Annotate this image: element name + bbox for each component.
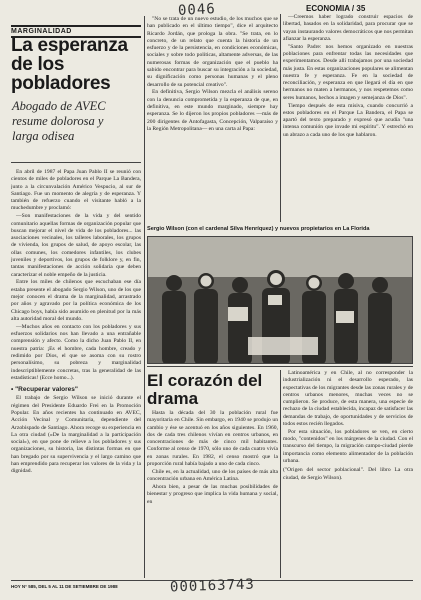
paragraph: El trabajo de Sergio Wilson se inició durante el régimen del Presidente Eduardo Frei en la Promoción Popular. En años recientes ha continuado en AVEC, Acción Vecinal y Comunitaria, dependiente del Arzobispado de Santiago. Ahora recoge su experiencia en La otra ciudad («De la marginalidad a la participación social»), en que pone de relieve a los pobladores y sus organizaciones, su historia, las distintas formas en que han bregado por su supervivencia y el largo camino que han emprendido para recuperar los valores de la vida y la dignidad. [11, 395, 141, 475]
subtitle-rule [11, 162, 141, 163]
paragraph: En abril de 1987 el Papa Juan Pablo II se reunió con cientos de miles de pobladores en el Parque La Bandera, junto a la circunvalación Américo Vespucio, al sur de Santiago. Fue un momento de alegría y de esperanza. Y también de refuerzo cuando el visitante habló a la muchedumbre y proclamó: [11, 169, 141, 212]
column-divider [144, 16, 145, 578]
paragraph: —Creemos haber logrado construir espacios de libertad, basados en la solidaridad, para procurar que se vayan instaurando valores democráticos que nos permitan afianzar la esperanza. [283, 14, 413, 42]
secondary-title: El corazón del drama [147, 371, 263, 408]
paragraph: Entre los miles de chilenos que escuchaban ese día estaba presente el abogado Sergio Wilson, uno de los que mejor conocen el drama de la marginalidad, arrastrado por años y agravado por la política económica de los Chicago boys, había sido asumido en plenitud por la más alta autoridad moral del mundo. [11, 279, 141, 322]
news-photo [147, 236, 413, 364]
photo-bottom-rule [147, 366, 413, 367]
paragraph: En definitiva, Sergio Wilson mezcla el análisis sereno con la denuncia comprometida y la esperanza de que, en definitiva, en este mundo marginado, siempre hay esperanza. Se lo dijeron los propios pobladores —más de 200 dirigentes de Antofagasta, Concepción, Valparaíso y la Región Metropolitana— en una carta al Papa: [147, 89, 278, 132]
section-kicker: MARGINALIDAD [11, 25, 141, 38]
issue-footer: HOY N° 585, DEL 5 AL 11 DE SETIEMBRE DE 1988 [11, 584, 118, 589]
subheading: • "Recuperar valores" [11, 386, 78, 394]
body-column-1 [11, 169, 141, 572]
article-subtitle: Abogado de AVEC resume dolorosa y larga odisea [12, 99, 106, 143]
paragraph: Chile es, en la actualidad, uno de los países de más alta concentración urbana en América Latina. [147, 468, 278, 483]
paragraph: Tiempo después de esta misiva, cuando concurrió a estos pobladores en el Parque La Bandera, el Papa se apartó del texto preparado y expresó que acudía "una intensa comunión que invade mi espíritu". Y estrechó en un abrazo a cada uno de los que hablaron. [283, 102, 413, 138]
body-column-5 [283, 370, 413, 576]
paragraph: —Son manifestaciones de la vida y del sentido comunitario aquellas formas de organización popular que buscan mejorar el nivel de vida de los pobladores... las asociaciones vecinales, los talleres laborales, los grupos de vivienda, los grupos de salud, de apoyo escolar, las ollas comunes, los comedores infantiles, los clubes juveniles y deportivos, los grupos de folklore y, en fin, tantas manifestaciones de acción solidaria que deben caracterizar el noble empeño de la justicia. [11, 213, 141, 278]
paragraph: "No se trata de un nuevo estudio, de los muchos que se han publicado en el último tiempo", dice el arquitecto Ricardo Jordán, que prologa la obra. "Se trata, en lo concreto, de un relato que cuenta la historia de un esfuerzo y de la persistencia, en condiciones económicas, sociales y sobre todo políticas, altamente adversas, de las numerosas formas de organización que el pueblo ha sabido encontrar para buscar su integración a la sociedad, su dignificación como personas humanas y el pleno desarrollo de su potencial creativo". [147, 16, 278, 88]
photo-caption: Sergio Wilson (con el cardenal Silva Henríquez) y nuevos propietarios en La Florida [147, 226, 370, 232]
source-reference: ("Origen del sector poblacional". Del libro La otra ciudad, de Sergio Wilson). [283, 467, 413, 481]
column-divider [280, 370, 281, 578]
column-divider [280, 14, 281, 222]
paragraph: Latinoamérica y en Chile, al no corresponder la industrialización ni el desarrollo esperado, las expectativas de los migrantes desde las zonas rurales y de centros urbanos menores, muchas veces no se cumplieron. Se produce, de esta manera, una especie de rechazo de la ciudad establecida, incapaz de satisfacer las demandas de trabajo, de oportunidades y de servicios de todos estos recién llegados. [283, 370, 413, 428]
body-column-4 [147, 410, 278, 578]
article-title: La esperanza de los pobladores [11, 35, 128, 94]
paragraph: Ahora bien, a pesar de las muchas posibilidades de bienestar y progreso que implica la vida humana y social, en [147, 483, 278, 505]
paragraph: —Muchos años en contacto con los pobladores y sus esfuerzos solidarios nos han llevado a una entrañable comprensión y afecto. Como la dicho Juan Pablo II, en nuestra patria: ¡Es el hombre, cada hombre, creado y redimido por Dios, el que se asoma con su rostro personalísimo, su pobreza y marginalidad indescriptiblemente concretas, tras la generalidad de las estadísticas! (Ecce homo...). [11, 323, 141, 381]
paragraph: Hasta la década del 30 la población rural fue mayoritaria en Chile. Sin embargo, en 1940 se produjo un cambio y ése se acentuó en los años siguientes. En 1960, dos de cada tres chilenos vivían en centros urbanos, en concentraciones de más de cinco mil habitantes. Conforme al censo de 1970, sólo uno de cada cuatro vivía en zonas rurales. En 1982, el censo mostró que la proporción rural había bajado a uno de cada cinco. [147, 410, 278, 468]
handwritten-catalog-number: 000163743 [169, 576, 256, 596]
paragraph: Por esta situación, los pobladores se ven, en cierto modo, "contenidos" en los márgenes de la ciudad. Con el transcurso del tiempo, la migración campo-ciudad pierde importancia como elemento alimentador de la población urbana. [283, 428, 413, 465]
handwritten-archive-number: 0046 [177, 1, 217, 19]
photo-illustration [148, 237, 413, 364]
body-column-3 [283, 14, 413, 221]
paragraph: "Santo Padre: nos hemos organizado en nuestras poblaciones para enfrentar todas las necesidades que experimentamos. Desde allí trabajamos por una sociedad más justa. En estas organizaciones populares se alimentan nuestra fe y esperanza. Fe en la sociedad de reconciliación, y esperanza en que llegará el día en que hermanos no maten a hermanos, y nos respetemos como seres humanos, hechos a imagen y semejanza de Dios". [283, 43, 413, 101]
section-header: ECONOMIA / 35 [306, 4, 366, 13]
